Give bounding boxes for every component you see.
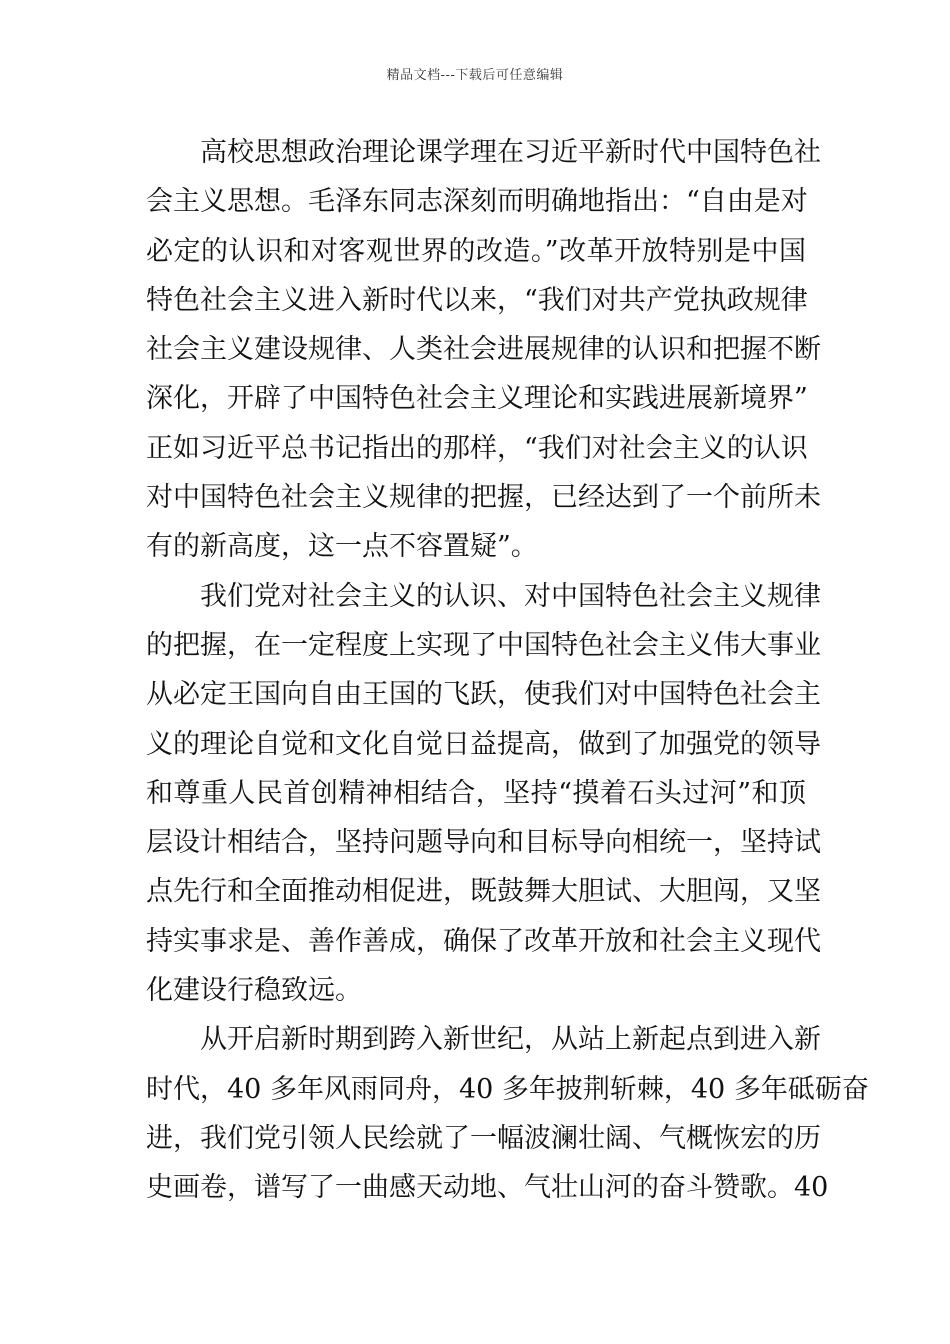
text-line: 深化，开辟了中国特色社会主义理论和实践进展新境界” [146, 383, 808, 415]
text-line: 从必定王国向自由王国的飞跃，使我们对中国特色社会主 [146, 679, 821, 711]
text-line: 必定的认识和对客观世界的改造。”改革开放特别是中国 [146, 235, 806, 267]
document-body [146, 128, 869, 1213]
text-line: 特色社会主义进入新时代以来，“我们对共产党执政规律 [146, 284, 808, 316]
text-line: 有的新高度，这一点不容置疑”。 [146, 531, 538, 563]
paragraph-3 [146, 1015, 869, 1212]
paragraph-1 [146, 128, 821, 572]
text-line: 会主义思想。毛泽东同志深刻而明确地指出：“自由是对 [146, 186, 808, 218]
text-line: 社会主义建设规律、人类社会进展规律的认识和把握不断 [146, 334, 821, 366]
text-line: 层设计相结合，坚持问题导向和目标导向相统一，坚持试 [146, 827, 821, 859]
text-line: 和尊重人民首创精神相结合，坚持“摸着石头过河”和顶 [146, 777, 806, 809]
text-line: 时代，40 多年风雨同舟，40 多年披荆斩棘，40 多年砥砺奋 [146, 1073, 869, 1105]
text-line: 持实事求是、善作善成，确保了改革开放和社会主义现代 [146, 925, 821, 957]
text-line: 进，我们党引领人民绘就了一幅波澜壮阔、气概恢宏的历 [146, 1122, 821, 1154]
text-line: 正如习近平总书记指出的那样，“我们对社会主义的认识 [146, 432, 808, 464]
text-line: 的把握，在一定程度上实现了中国特色社会主义伟大事业 [146, 629, 821, 661]
text-line: 义的理论自觉和文化自觉日益提高，做到了加强党的领导 [146, 728, 821, 760]
text-line: 史画卷，谱写了一曲感天动地、气壮山河的奋斗赞歌。40 [146, 1172, 829, 1204]
text-line: 我们党对社会主义的认识、对中国特色社会主义规律 [200, 580, 821, 612]
text-line: 点先行和全面推动相促进，既鼓舞大胆试、大胆闯，又坚 [146, 876, 821, 908]
text-line: 从开启新时期到跨入新世纪，从站上新起点到进入新 [200, 1024, 821, 1056]
page-header: 精品文档---下载后可任意编辑 [386, 68, 564, 83]
text-line: 化建设行稳致远。 [146, 975, 362, 1007]
paragraph-2 [146, 572, 821, 1016]
text-line: 高校思想政治理论课学理在习近平新时代中国特色社 [200, 137, 821, 168]
text-line: 对中国特色社会主义规律的把握，已经达到了一个前所未 [146, 482, 821, 514]
